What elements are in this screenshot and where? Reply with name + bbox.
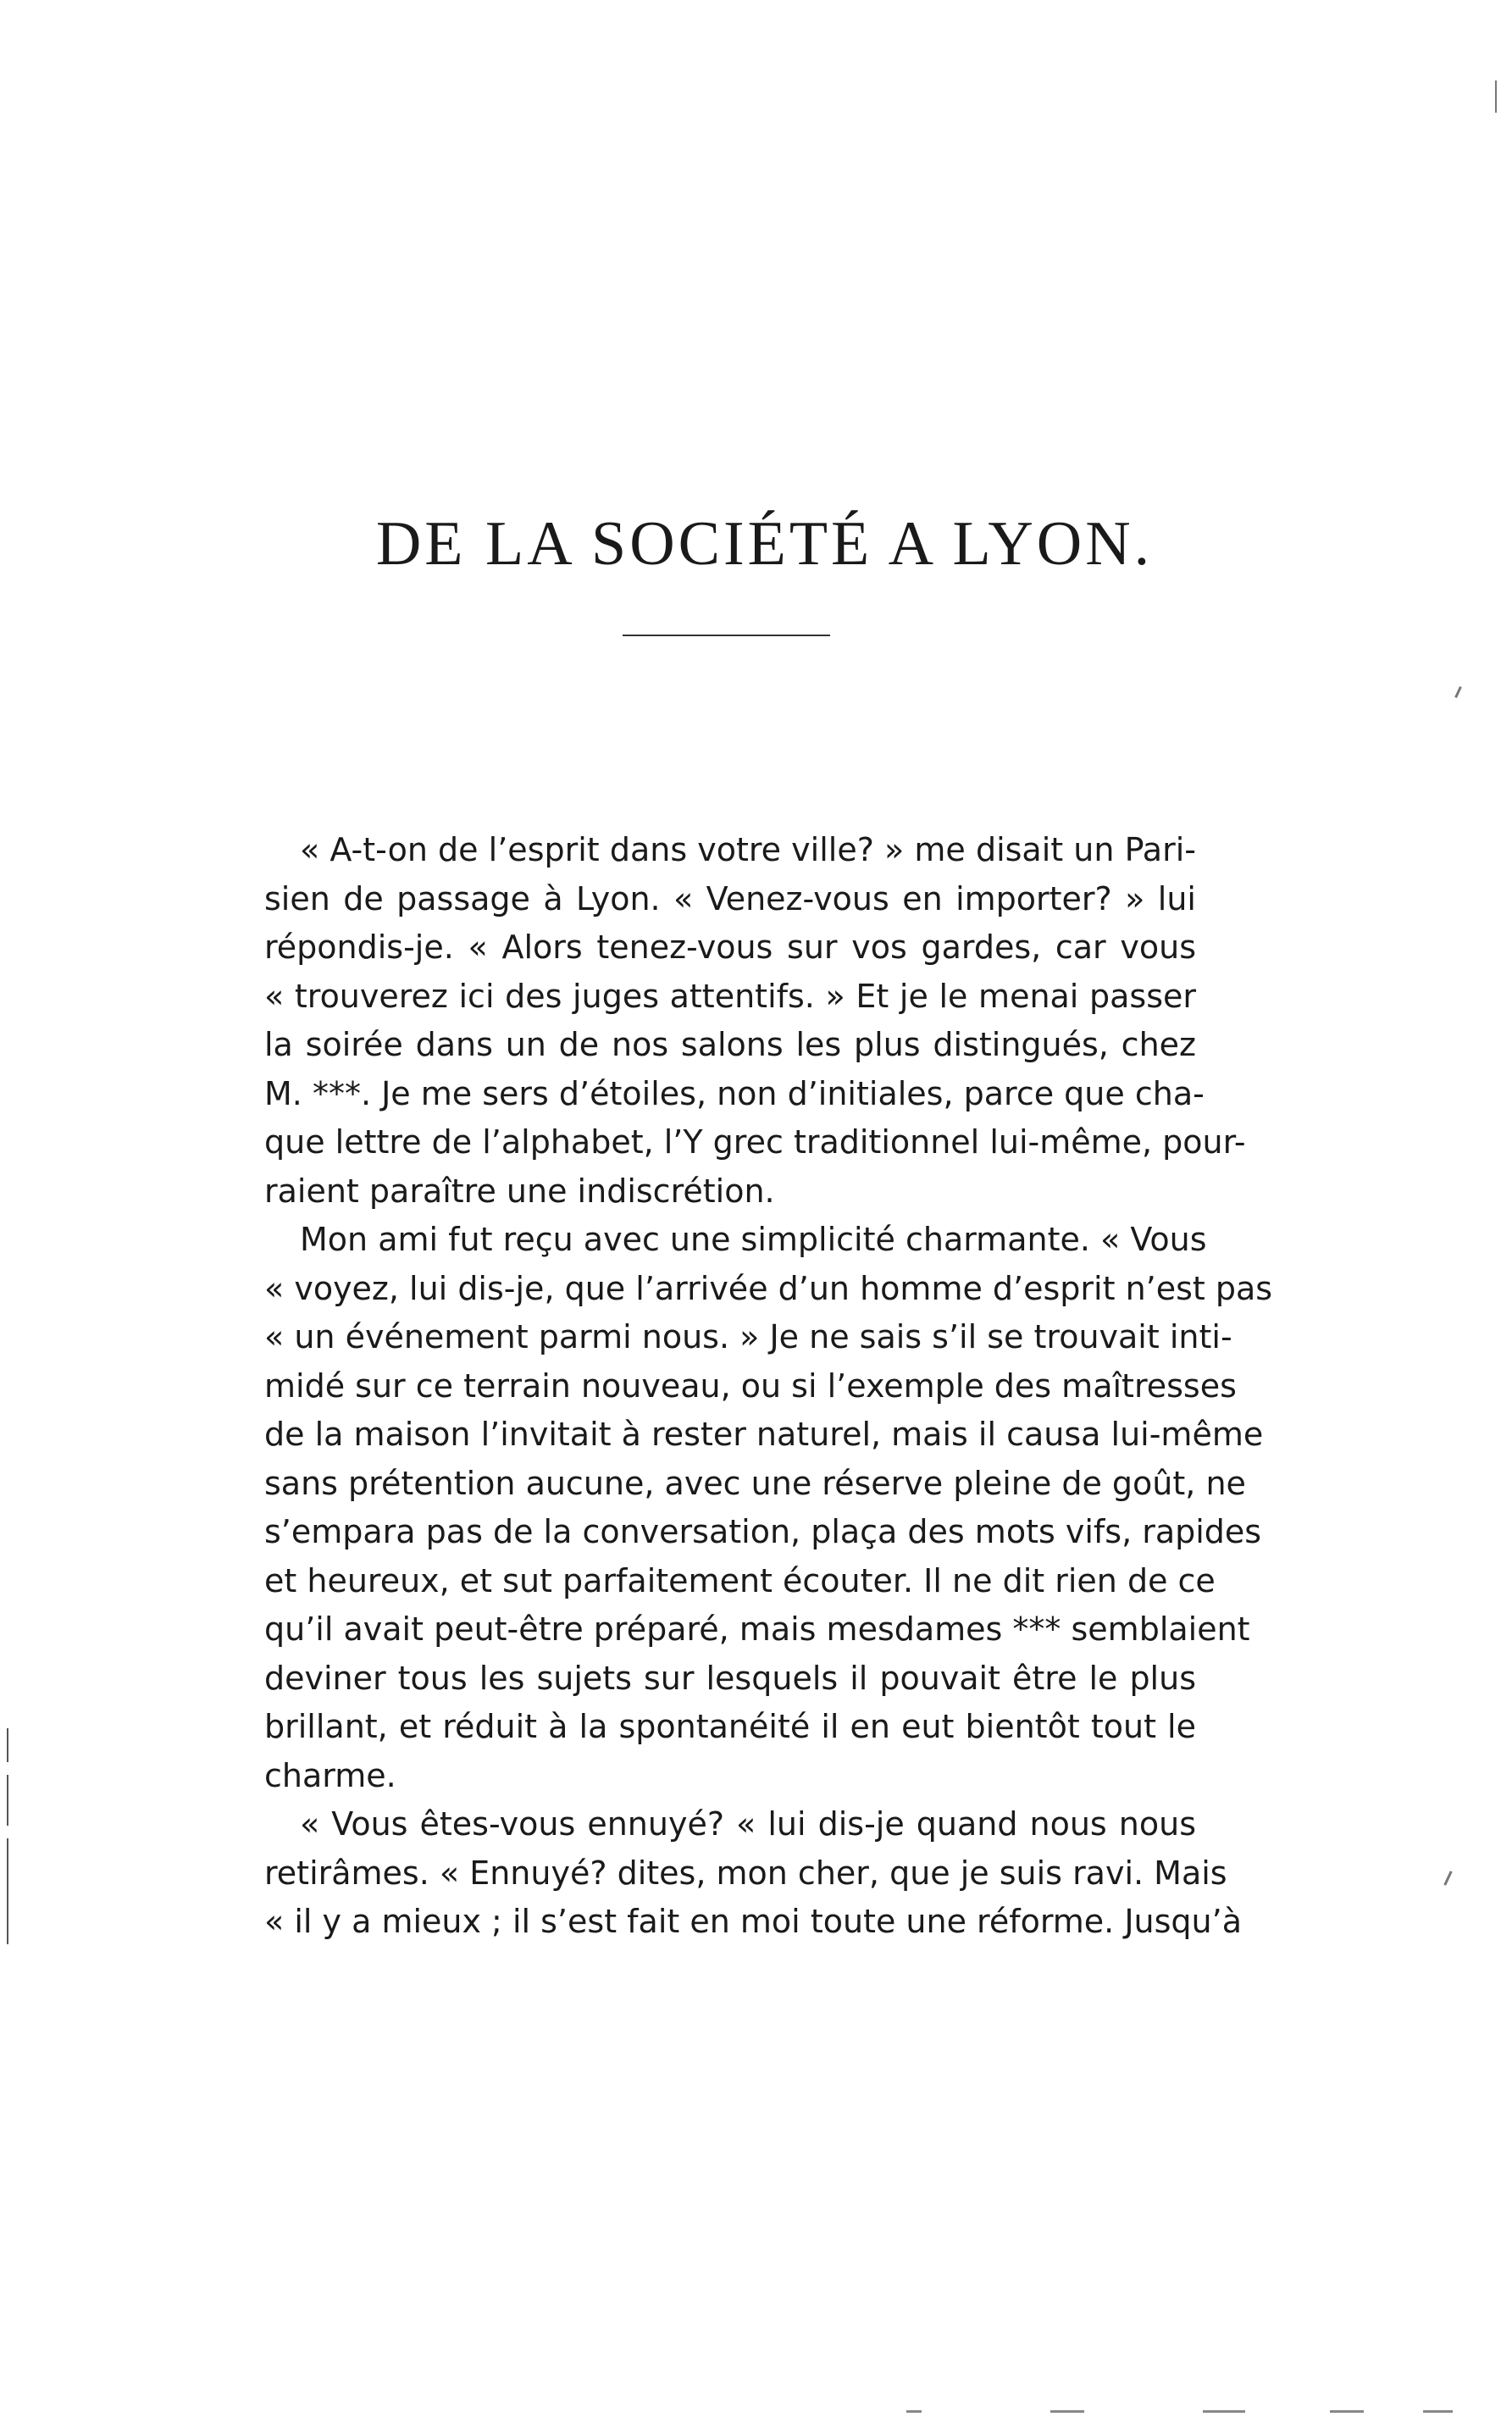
text-line: qu’il avait peut-être préparé, mais mesdames *** semblaient bbox=[264, 1610, 1250, 1648]
title-divider bbox=[623, 635, 830, 636]
scan-speck bbox=[1423, 2410, 1453, 2413]
text-line: sien de passage à Lyon. « Venez-vous en importer? » lui bbox=[264, 879, 1196, 917]
text-line: s’empara pas de la conversation, plaça des mots vifs, rapides bbox=[264, 1513, 1262, 1550]
text-line: répondis-je. « Alors tenez-vous sur vos gardes, car vous bbox=[264, 929, 1196, 966]
text-line: la soirée dans un de nos salons les plus distingués, chez bbox=[264, 1026, 1196, 1063]
text-line: « A-t-on de l’esprit dans votre ville? » me disait un Pari- bbox=[300, 831, 1196, 868]
text-line: « voyez, lui dis-je, que l’arrivée d’un homme d’esprit n’est pas bbox=[264, 1269, 1273, 1307]
text-line: « trouverez ici des juges attentifs. » Et je le menai passer bbox=[264, 977, 1196, 1015]
scan-speck bbox=[1330, 2410, 1364, 2413]
scan-margin-mark bbox=[7, 1872, 8, 1944]
text-line: « il y a mieux ; il s’est fait en moi toute une réforme. Jusqu’à bbox=[264, 1903, 1242, 1940]
scan-margin-mark bbox=[7, 1838, 8, 1872]
text-line: brillant, et réduit à la spontanéité il en eut bientôt tout le bbox=[264, 1708, 1196, 1745]
text-line: « Vous êtes-vous ennuyé? « lui dis-je quand nous nous bbox=[300, 1805, 1196, 1843]
text-line: retirâmes. « Ennuyé? dites, mon cher, que je suis ravi. Mais bbox=[264, 1854, 1227, 1892]
text-line: raient paraître une indiscrétion. bbox=[264, 1172, 775, 1210]
text-line: Mon ami fut reçu avec une simplicité charmante. « Vous bbox=[300, 1221, 1207, 1258]
scan-speck bbox=[1495, 80, 1497, 113]
scan-margin-mark bbox=[7, 1728, 8, 1762]
scan-speck bbox=[1203, 2410, 1245, 2413]
scan-speck bbox=[1454, 686, 1462, 698]
scan-speck bbox=[1050, 2410, 1084, 2413]
text-line: midé sur ce terrain nouveau, ou si l’exemple des maîtresses bbox=[264, 1366, 1237, 1405]
text-line: que lettre de l’alphabet, l’Y grec traditionnel lui-même, pour- bbox=[264, 1123, 1246, 1161]
chapter-title: DE LA SOCIÉTÉ A LYON. bbox=[375, 509, 1154, 579]
body-text bbox=[264, 826, 1273, 1947]
text-line: de la maison l’invitait à rester naturel, mais il causa lui-même bbox=[264, 1416, 1264, 1453]
text-line: « un événement parmi nous. » Je ne sais s’il se trouvait inti- bbox=[264, 1318, 1232, 1355]
scan-speck bbox=[906, 2410, 922, 2413]
text-line: M. ***. Je me sers d’étoiles, non d’initiales, parce que cha- bbox=[264, 1074, 1205, 1112]
text-line: deviner tous les sujets sur lesquels il pouvait être le plus bbox=[264, 1659, 1196, 1697]
scan-speck bbox=[1443, 1871, 1452, 1886]
text-line: sans prétention aucune, avec une réserve pleine de goût, ne bbox=[264, 1464, 1246, 1502]
text-line: et heureux, et sut parfaitement écouter. Il ne dit rien de ce bbox=[264, 1561, 1216, 1599]
text-line: charme. bbox=[264, 1756, 396, 1794]
scan-margin-mark bbox=[7, 1775, 8, 1826]
